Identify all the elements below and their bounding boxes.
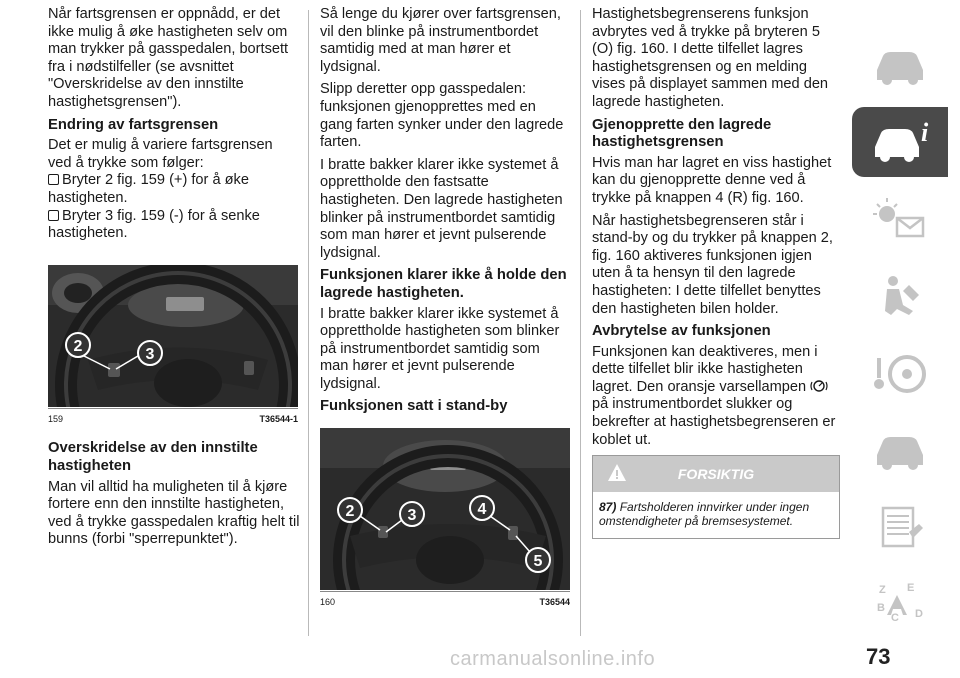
intro-paragraph: Når fartsgrensen er oppnådd, er det ikke mulig å øke hastigheten selv om man trykker på gasspedalen, bortsett fra i nødstilfeller (se avsnittet "Overskridelse av den innstilte hastighetsgrensen").: [48, 6, 289, 110]
callout-5: 5: [533, 553, 543, 571]
index-icon: [869, 579, 931, 629]
interrupt-paragraph: Hastighetsbegrenserens funksjon avbrytes ved å trykke på bryteren 5 (O) fig. 160. I dette tilfellet lagres hastighetsgrensen og en melding vises på displayet sammen med den lagrede hastigheten.: [592, 6, 829, 110]
warning-body: [593, 492, 839, 538]
heading-cannot-hold: Funksjonen klarer ikke å holde den lagrede hastigheten.: [320, 267, 567, 301]
warning-lights-icon: [869, 194, 931, 244]
hold-paragraph: I bratte bakker klarer ikke systemet å opprettholde hastigheten som blinker på instrumentbordet samtidig som man hører et jevnt pulserende lydsignal.: [320, 305, 560, 392]
figure-159: [48, 265, 298, 429]
release-paragraph: Slipp deretter opp gasspedalen: funksjonen gjenopprettes med en gang farten synker under den lagrede farten.: [320, 81, 564, 151]
figure-160: [320, 428, 570, 612]
bullet-decrease: [48, 208, 300, 243]
warning-number: 87): [599, 500, 617, 515]
callout-2: 2: [73, 337, 83, 355]
speed-limiter-warning-light-icon: [810, 379, 828, 392]
car-info-icon: [869, 117, 931, 167]
exceed-paragraph: Man vil alltid ha muligheten til å kjøre fortere enn den innstilte hastigheten, ved å trykke gasspedalen kraftig helt til bunns (forbi "sperrepunktet").: [48, 478, 300, 548]
column-divider: [580, 10, 581, 636]
bullet-increase-text: Bryter 2 fig. 159 (+) for å øke hastigheten.: [48, 172, 249, 206]
svg-text:Z: Z: [879, 584, 886, 596]
blink-paragraph: Så lenge du kjører over fartsgrensen, vil den blinke på instrumentbordet samtidig med at man hører et lydsignal.: [320, 6, 561, 75]
figure-number: 160: [320, 597, 336, 608]
svg-text:D: D: [915, 608, 923, 620]
warning-header: [593, 456, 839, 492]
cancel-paragraph: [592, 344, 840, 450]
column-1: [48, 6, 300, 554]
column-3: [592, 6, 840, 539]
heading-change-limit: Endring av fartsgrensen: [48, 116, 219, 133]
svg-text:B: B: [877, 602, 885, 614]
tab-airbag[interactable]: [852, 261, 948, 331]
cancel-text-a: Funksjonen kan deaktiveres, men i dette tilfellet blir ikke hastigheten lagret. Den oransje varsellampen: [592, 343, 818, 395]
restore-paragraph-2: Når hastighetsbegrenseren står i stand-by og du trykker på knappen 2, fig. 160 aktiveres funksjonen igjen uten å ta hensyn til den lagrede hastigheten: I dette tilfellet benyttes den hastigheten bilen holder.: [592, 212, 833, 317]
bullet-increase: [48, 172, 300, 207]
callout-4: 4: [477, 501, 487, 519]
warning-title: FORSIKTIG: [677, 466, 755, 483]
change-paragraph: Det er mulig å variere fartsgrensen ved å trykke som følger:: [48, 137, 273, 171]
tab-steering-wheel[interactable]: [852, 338, 948, 408]
tab-car-service[interactable]: [852, 415, 948, 485]
figure-159-caption: [48, 408, 298, 429]
heading-standby: Funksjonen satt i stand-by: [320, 398, 508, 415]
steering-wheel-photo-160: [320, 428, 570, 590]
car-service-icon: [869, 425, 931, 475]
heading-exceed: Overskridelse av den innstilte hastigheten: [48, 440, 258, 474]
callout-3: 3: [407, 507, 417, 525]
tab-car-info[interactable]: [852, 107, 948, 177]
tab-warning-lights[interactable]: [852, 184, 948, 254]
heading-restore: Gjenopprette den lagrede hastighetsgrensen: [592, 116, 772, 151]
svg-text:E: E: [907, 582, 915, 594]
cancel-text-b: på instrumentbordet slukker og bekrefter at hastighetsbegrenseren er koblet ut.: [592, 396, 836, 448]
callout-3: 3: [145, 345, 155, 363]
figure-160-caption: [320, 591, 570, 612]
column-divider: [308, 10, 309, 636]
tab-car[interactable]: [852, 30, 948, 100]
watermark: carmanualsonline.info: [450, 648, 656, 670]
figure-number: 159: [48, 413, 64, 424]
specifications-icon: [869, 502, 931, 552]
chapter-tabs: [852, 30, 948, 646]
figure-code: T36544: [539, 597, 570, 608]
warning-box: [592, 455, 840, 539]
car-icon: [869, 40, 931, 90]
column-2: [320, 6, 570, 612]
bullet-decrease-text: Bryter 3 fig. 159 (-) for å senke hastigheten.: [48, 207, 260, 242]
tab-specifications[interactable]: [852, 492, 948, 562]
svg-text:C: C: [891, 612, 899, 624]
callout-2: 2: [345, 503, 355, 521]
steering-wheel-icon: [869, 348, 931, 398]
steering-wheel-photo-159: [48, 265, 298, 407]
bullet-icon: [48, 210, 59, 221]
slope-paragraph: I bratte bakker klarer ikke systemet å opprettholde den fastsatte hastigheten. Den lagrede hastigheten blinker på instrumentbordet samtidig som man hører et jevnt pulserende lydsignal.: [320, 156, 563, 261]
restore-paragraph-1: Hvis man har lagret en viss hastighet kan du gjenopprette denne ved å trykke på knappen 4 (R) fig. 160.: [592, 154, 832, 206]
figure-code: T36544-1: [259, 413, 298, 424]
page-number: 73: [866, 644, 891, 669]
heading-cancel: Avbrytelse av funksjonen: [592, 323, 771, 340]
airbag-icon: [869, 271, 931, 321]
bullet-icon: [48, 174, 59, 185]
warning-text: Fartsholderen innvirker under ingen omstendigheter på bremsesystemet.: [599, 500, 810, 529]
svg-text:i: i: [921, 118, 929, 147]
tab-index[interactable]: [852, 569, 948, 639]
